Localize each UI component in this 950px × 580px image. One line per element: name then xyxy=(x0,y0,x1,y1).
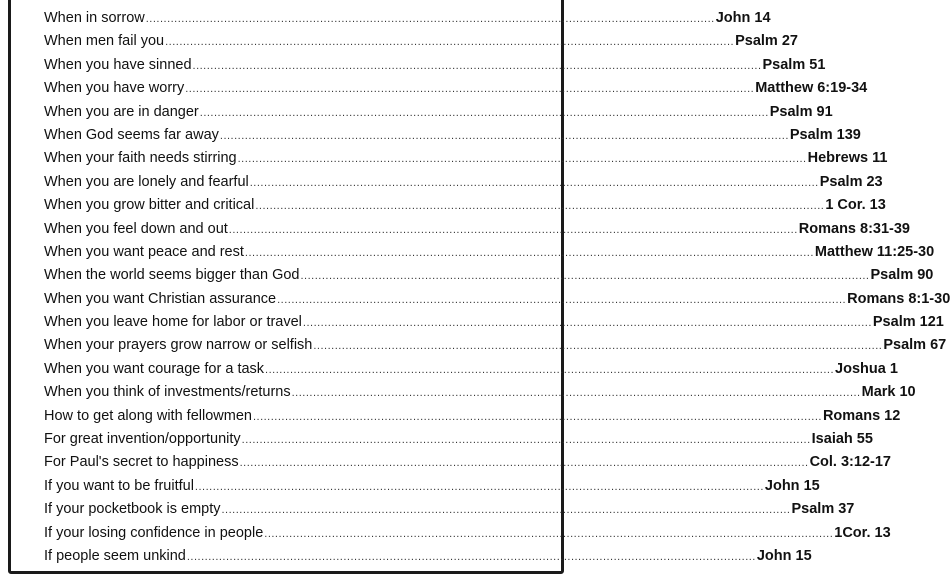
topic-text: When you have sinned xyxy=(44,56,192,73)
dot-leader: ................................................................................................................................................................ xyxy=(244,246,814,259)
topic-text: If your losing confidence in people xyxy=(44,524,264,541)
list-item xyxy=(44,56,826,80)
scripture-reference: Psalm 51 xyxy=(762,56,826,73)
dot-leader: ................................................................................................................................................................ xyxy=(313,340,883,353)
dot-leader: ................................................................................................................................................................ xyxy=(228,223,798,236)
list-item xyxy=(44,80,868,103)
dot-leader: ................................................................................................................................................................ xyxy=(145,13,715,25)
list-item xyxy=(44,314,944,337)
list-item xyxy=(44,33,798,56)
list-item xyxy=(44,126,861,150)
topic-text: When your faith needs stirring xyxy=(44,150,237,167)
topic-text: When the world seems bigger than God xyxy=(44,267,300,284)
scripture-reference: Psalm 27 xyxy=(735,33,798,50)
dot-leader: ................................................................................................................................................................ xyxy=(265,363,835,376)
scripture-reference: Romans 12 xyxy=(822,407,901,424)
scripture-reference: Romans 8:31-39 xyxy=(798,220,910,237)
scripture-reference: Psalm 23 xyxy=(819,173,883,190)
list-item xyxy=(44,10,771,33)
dot-leader: ................................................................................................................................................................ xyxy=(194,480,764,493)
dot-leader: ................................................................................................................................................................ xyxy=(192,59,762,72)
topic-text: If your pocketbook is empty xyxy=(44,501,221,518)
scripture-reference: John 15 xyxy=(764,477,820,494)
topic-text: When you are in danger xyxy=(44,103,199,120)
dot-leader: ................................................................................................................................................................ xyxy=(165,36,735,49)
scripture-reference: Joshua 1 xyxy=(835,360,898,377)
list-item xyxy=(44,173,883,197)
dot-leader: ................................................................................................................................................................ xyxy=(249,176,819,189)
scripture-reference: Matthew 11:25-30 xyxy=(814,243,935,260)
topic-text: When you want Christian assurance xyxy=(44,290,277,307)
topic-text: When men fail you xyxy=(44,33,165,50)
list-item xyxy=(44,547,812,571)
scripture-reference: Psalm 67 xyxy=(883,337,947,354)
list-item xyxy=(44,220,910,244)
scripture-reference: 1 Cor. 13 xyxy=(825,197,886,214)
scripture-reference: Psalm 90 xyxy=(870,267,934,284)
topic-text: When you feel down and out xyxy=(44,220,228,237)
dot-leader: ................................................................................................................................................................ xyxy=(185,83,755,96)
list-item xyxy=(44,360,898,384)
topic-text: When you leave home for labor or travel xyxy=(44,314,302,331)
list-item xyxy=(44,337,947,360)
dot-leader: ................................................................................................................................................................ xyxy=(221,504,791,517)
topic-text: If people seem unkind xyxy=(44,547,186,564)
scripture-reference: Psalm 37 xyxy=(791,501,855,518)
list-item xyxy=(44,150,888,173)
topic-text: When God seems far away xyxy=(44,126,219,143)
verse-reference-list xyxy=(44,10,950,571)
topic-text: When your prayers grow narrow or selfish xyxy=(44,337,313,354)
list-item xyxy=(44,267,934,290)
scripture-reference: Hebrews 11 xyxy=(807,150,888,167)
dot-leader: ................................................................................................................................................................ xyxy=(241,434,811,447)
list-item xyxy=(44,477,820,501)
scripture-reference: Romans 8:1-30 xyxy=(847,290,950,307)
scripture-reference: Mark 10 xyxy=(861,384,916,401)
dot-leader: ................................................................................................................................................................ xyxy=(291,387,861,400)
topic-text: When you are lonely and fearful xyxy=(44,173,249,190)
scripture-reference: 1Cor. 13 xyxy=(834,524,891,541)
scripture-reference: Psalm 139 xyxy=(789,126,861,143)
scripture-reference: Psalm 91 xyxy=(769,103,833,120)
list-item xyxy=(44,454,891,477)
list-item xyxy=(44,384,916,407)
topic-text: When you think of investments/returns xyxy=(44,384,291,401)
list-item xyxy=(44,501,855,524)
scripture-reference: Matthew 6:19-34 xyxy=(755,80,868,97)
topic-text: How to get along with fellowmen xyxy=(44,407,252,424)
topic-text: When in sorrow xyxy=(44,10,145,26)
scripture-reference: Col. 3:12-17 xyxy=(809,454,891,471)
dot-leader: ................................................................................................................................................................ xyxy=(239,457,809,470)
dot-leader: ................................................................................................................................................................ xyxy=(219,129,789,142)
scripture-reference: Isaiah 55 xyxy=(811,431,873,448)
topic-text: When you have worry xyxy=(44,80,185,97)
topic-text: When you grow bitter and critical xyxy=(44,197,255,214)
topic-text: For great invention/opportunity xyxy=(44,431,241,448)
dot-leader: ................................................................................................................................................................ xyxy=(186,550,756,563)
scripture-reference: John 15 xyxy=(756,547,812,564)
list-item xyxy=(44,243,935,267)
dot-leader: ................................................................................................................................................................ xyxy=(237,153,807,166)
list-item xyxy=(44,290,950,314)
list-item xyxy=(44,431,873,454)
dot-leader: ................................................................................................................................................................ xyxy=(255,200,825,213)
scripture-reference: Psalm 121 xyxy=(872,314,944,331)
topic-text: If you want to be fruitful xyxy=(44,477,194,494)
dot-leader: ................................................................................................................................................................ xyxy=(264,527,834,540)
scripture-reference: John 14 xyxy=(715,10,771,26)
topic-text: When you want courage for a task xyxy=(44,360,265,377)
topic-text: For Paul's secret to happiness xyxy=(44,454,239,471)
list-item xyxy=(44,197,886,220)
list-item xyxy=(44,524,891,548)
dot-leader: ................................................................................................................................................................ xyxy=(302,317,872,330)
dot-leader: ................................................................................................................................................................ xyxy=(199,106,769,119)
dot-leader: ................................................................................................................................................................ xyxy=(277,293,847,306)
dot-leader: ................................................................................................................................................................ xyxy=(300,270,870,283)
dot-leader: ................................................................................................................................................................ xyxy=(252,410,822,423)
list-item xyxy=(44,407,901,431)
topic-text: When you want peace and rest xyxy=(44,243,244,260)
list-item xyxy=(44,103,833,127)
